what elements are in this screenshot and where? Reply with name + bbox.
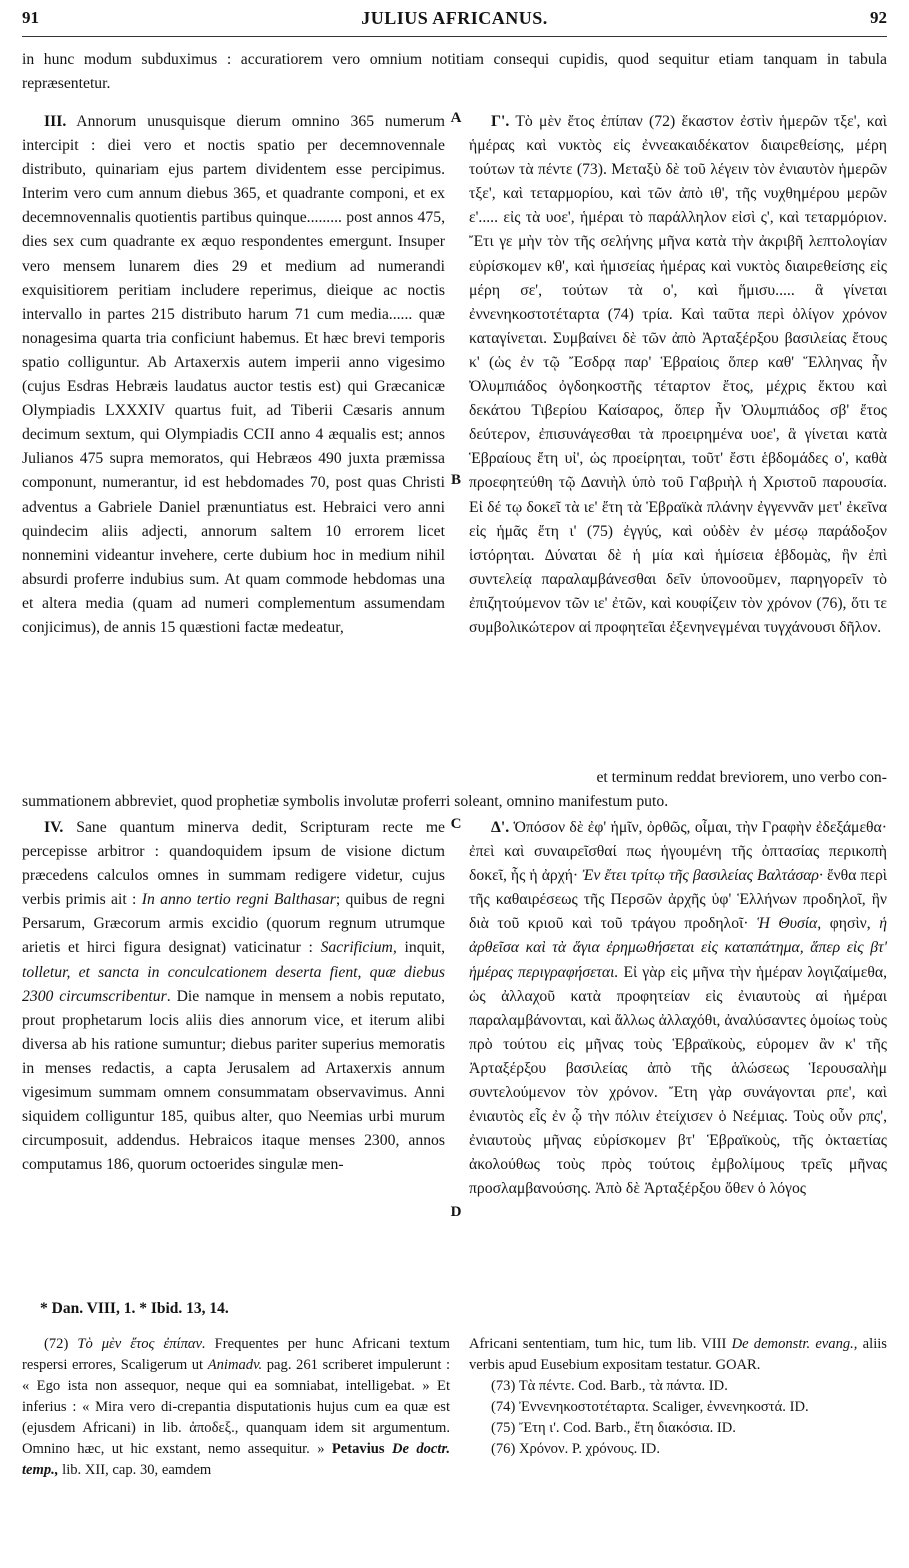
section-number: Δ'. [491, 819, 510, 836]
footnote-author: Petavius [331, 1441, 385, 1457]
greek-text: φησὶν, [829, 915, 871, 933]
footnote-text: aliis verbis apud Eusebium expositam testatur. [469, 1336, 887, 1373]
spanning-lines [22, 766, 887, 814]
footnote-citation: De demonstr. evang., [731, 1336, 858, 1352]
latin-text: inquit, [404, 939, 446, 957]
footnote-72 [22, 1334, 450, 1481]
footnote-76: (76) Χρόνον. P. χρόνους. ID. [491, 1441, 660, 1457]
footnote-label: (72) [44, 1336, 69, 1352]
greek-column-section-4 [469, 816, 887, 1202]
scripture-quote: Ἐν ἔτει τρίτῳ τῆς βασιλείας Βαλτάσαρ· [582, 867, 823, 885]
latin-column-section-3 [22, 110, 445, 640]
section-number: IV. [44, 819, 64, 836]
latin-text: . Die namque in mensem a nobis reputato, prout prophetarum locis aliis dies annorum vice, et iterum alibi diversa ab his ratione sumuntur; diebus pariter superius memoratis in menses redactis, a capta Jerusalem ad Artaxerxis annum vigesimum summam omnem consummatam observavimus. Anni siquidem colliguntur 185, quibus alter, quo Neemias urbi murum circumposuit, addendus. Hebraicos itaque menses 2300, annos computamus 186, quorum octoerides singulæ men- [22, 987, 446, 1174]
footnote-text: lib. XII, cap. 30, eamdem [62, 1462, 212, 1478]
footnote-text: Frequentes per hunc Africani textum respersi errores, Scaligerum ut [22, 1336, 451, 1373]
greek-column-section-3 [469, 110, 887, 640]
latin-text: Annorum unusquisque dierum omnino 365 numerum intercipit : diei vero et noctis spatio per decemnovennale distributo, quinariam ejus partem dividentem esse percipimus. Interim vero cum annum diebus 365, et quadrante componi, et ex decemnovennalis quotientis partibus quinque......... post annos 475, dies sex cum quadrante ex æquo respondentes emergunt. Insuper vero mensem lunarem dies 29 et medium ad numerandi exquisitiorem peritiam includere reperimus, dieique ac noctis intervallo in partes 215 distributo harum 71 cum media...... quæ nonagesima quarta tria conficiunt habemus. Et hæc brevi temporis spatio colliguntur. Ab Artaxerxis autem imperii anno vigesimo (cujus Esdras Hebræis laudatus auctor testis est) qui Græcanicæ Olympiadis LXXXIV quartus fuit, ad Tiberii Cæsaris annum decimum sextum, qui Olympiadis CCII anno 4 æqualis est; annos Julianos 475 supra memoratos, qui Hebræos 490 juxta præmissa componunt, numerantur, id est hebdomades 70, post quas Christi adventus a Gabriele Daniel prænuntiatus est. Hebraici vero anni quindecim aliis adjecti, annorum saltem 10 errorem licet nonnemini videantur invehere, certe dubium hoc in medium nihil absurdi proferre indubius sum. At quam commode hebdomas una et altera media (quam ad numeri complementum assumendam conjicimus), de annis 15 quæstioni factæ medeatur, [22, 113, 446, 636]
scripture-quote: tolletur, et sancta in conculcationem deserta fient, quæ diebus 2300 circumscribentur [22, 963, 445, 1005]
greek-text: Τὸ μὲν ἔτος ἐπίπαν (72) ἕκαστον ἐστὶν ἡμερῶν τξε', καὶ ἡμέρας καὶ νυκτὸς εἰς ἐννεακαιδέκατον διαιρεθείσης, μέρη τούτων τὰ πέντε (73). Μεταξὺ δὲ τοῦ λέγειν τὸν ἐνιαυτὸν ἡμερῶν τξε', καὶ τεταρμορίου, καὶ τῶν ἀπὸ ιθ', τῆς νυχθημέρου μερῶν ε'..... εἰς τὰ υοε', ἡμέραι τὸ παράλληλον εἰσὶ ς', καὶ τεταρμόριον. Ἔτι γε μὴν τὸν τῆς σελήνης μῆνα κατὰ τὴν ἀκριβῆ λεπτολογίαν εὑρίσκομεν κθ', καὶ ἡμισείας ἡμέρας καὶ νυκτὸς διαιρεθείσης εἰς μέρη σε', τούτων τὰ ο', καὶ ἥμισυ..... ἃ γίνεται ἐννενηκοστοτέταρτα (74) τρία. Καὶ ταῦτα περὶ ὀλίγον χρόνον καταγίνεται. Συμβαίνει δὲ τῶν ἀπὸ Ἀρταξέρξου βασιλείας ἔτους κ' (ὡς ἐν τῷ Ἔσδρᾳ παρ' Ἑβραίοις ὅπερ καθ' Ἕλληνας ἦν Ὀλυμπιάδος ὀγδοηκοστῆς τέταρτον ἔτος, μέχρις ἕκτου καὶ δεκάτου Τιβερίου Καίσαρος, ὅπερ ἦν Ὀλυμπιάδος σβ' ἔτος δεύτερον, ἐπισυνάγεσθαι τὰ προειρημένα υοε', ἃ γίνεται κατὰ Ἑβραίους ἔτη υἰ', ὡς προείρηται, τοῦτ' ἔστι ἑβδομάδες ο', καθὰ προεφητεύθη τῷ Δανιὴλ ὑπὸ τοῦ Γαβριὴλ ἡ Χριστοῦ παρουσία. Εἰ δέ τῳ δοκεῖ τὰ ιε' ἔτη τὰ Ἑβραϊκὰ πλάνην ἐγγεννᾶν μετ' ἐκεῖνα εἰς ἡμᾶς ἔτη ι' (75) ἐγγύς, καὶ οὐδὲν ἐν μέσῳ παράδοξον ἱστόρηται. Δύναται δὲ ἡ μία καὶ ἡμίσεια ἑβδομὰς, ἣν ἐπὶ συντελείᾳ παραλαμβάνεσθαι δεῖν ὑπονοοῦμεν, παρηγορεῖν τὸ ἐπιζητούμενον τῶν ιε' ἐτῶν, καὶ κουφίζειν τὸν χρόνον (76), ὅτι τε συμβολικώτερον αἱ προφητεῖαι ἐξενηνεγμέναι τυγχάνουσι δῆλον. [469, 113, 887, 636]
footnote-75: (75) Ἔτη ι'. Cod. Barb., ἔτη διακόσια. ID. [491, 1420, 736, 1436]
page-number-left: 91 [22, 8, 39, 27]
greek-text: Εἰ γὰρ εἰς μῆνα τὴν ἡμέραν λογιζαίμεθα, ὡς ἀλλαχοῦ κατὰ προφητείαν εἰς ἐνιαυτοὺς αἱ ἡμέραι παραλαμβάνονται, καὶ ἄλλως ἀλλαχόθι, ἀναλύσαντες ὁμοίως τοὺς πρὸ τούτου εἰς μῆνας τοὺς Ἑβραϊκοὺς, εὑρομεν ἂν κ' τῆς Ἀρταξέρξου βασιλείας ἀπὸ τῆς ἁλώσεως Ἱερουσαλὴμ συντελούμενον τὸν χρόνον. Ἔτη γὰρ συνάγονται ρπε', καὶ ἐνιαυτὸς εἷς ἐν ᾧ τὴν πόλιν ἐτείχισεν ὁ Νεέμιας. Τοὺς οὖν ρπς', ἐνιαυτοὺς μῆνας εὑρίσκομεν βτ' Ἑβραϊκοὺς, τῆς ὀκταετίας ἀκολούθως τοὺς πρὸς τούτοις ἐμβολίμους τρεῖς μῆνας προσλαμβανούσης. Ἀπὸ δὲ Ἀρταξέρξου ὅθεν ὁ λόγος [469, 963, 887, 1198]
margin-marker-b: B [450, 472, 461, 488]
footnote-citation: Animadv. [207, 1357, 263, 1373]
footnote-author: GOAR. [715, 1357, 761, 1373]
footnote-lemma: Τὸ μὲν ἔτος ἐπίπαν. [77, 1336, 206, 1352]
scripture-quote: Sacrificium, [320, 939, 397, 957]
section-number: III. [44, 113, 67, 130]
intro-paragraph [22, 48, 887, 96]
footnote-73: (73) Τὰ πέντε. Cod. Barb., τὰ πάντα. ID. [491, 1378, 728, 1394]
greek-text: ἔνθα περὶ τῆς καθαιρέσεως τῆς Περσῶν ἀρχῆς ὑφ' Ἑλλήνων προδηλοῖ, ἣν διὰ τοῦ κριοῦ καὶ τοῦ τράγου προδηλοῖ· [469, 867, 888, 933]
scripture-quote: ἡ ἀρθεῖσα καὶ τὰ ἅγια ἐρημωθήσεται εἰς καταπάτημα, ἅπερ εἰς βτ' ἡμέρας περιγραφήσεται. [469, 915, 888, 981]
spanning-line-2: summationem abbreviet, quod prophetiæ symbolis involutæ proferri soleant, omnino manifestum puto. [22, 793, 669, 811]
scripture-quote: Ἡ Θυσία, [757, 915, 822, 933]
footnote-72-continued [469, 1334, 887, 1376]
margin-marker-d: D [450, 1204, 462, 1220]
footnote-74: (74) Ἐννενηκοστοτέταρτα. Scaliger, ἐννενηκοστά. ID. [491, 1399, 809, 1415]
footnote-citation: De doctr. temp., [22, 1441, 450, 1478]
scripture-footnote-references: * Dan. VIII, 1. * Ibid. 13, 14. [40, 1300, 229, 1317]
footnote-text: Africani sententiam, tum hic, tum lib. VIII [469, 1336, 727, 1352]
spanning-line-1: et terminum reddat breviorem, uno verbo con- [596, 769, 887, 786]
section-number: Γ'. [491, 113, 510, 130]
greek-text: Ὁπόσον δὲ ἐφ' ἡμῖν, ὀρθῶς, οἶμαι, τὴν Γραφὴν ἐδεξάμεθα· ἐπεὶ καὶ συναιρεῖσθαί πως ἡγουμένη τῆς ὀπτασίας περικοπὴ δοκεῖ, ἧς ἡ ἀρχή· [469, 819, 887, 885]
page-number-right: 92 [870, 8, 887, 27]
latin-column-section-4 [22, 816, 445, 1177]
footnote-text: pag. 261 scriberet impulerunt : « Ego ista non assequor, neque qui ea somniabat, intelligebat. » Et inferius : « Mira vero di-crepantia disputationis hujus cum ea quæ est (ejusdem Africani) in lib. ἀποδεξ., quanquam idem sit argumentum. Omnino hæc, ut hic exstant, nemo assequitur. » [22, 1357, 451, 1457]
scripture-quote: In anno tertio regni Balthasar [141, 891, 336, 909]
latin-text: Sane quantum minerva dedit, Scripturam recte me percepisse arbitror : quandoquidem ipsum de visione dictum præcedens calculos omnes in summam redigere videtur, cujus verbis primis ait : [22, 819, 445, 909]
margin-marker-a: A [450, 110, 462, 126]
footnotes-left [22, 1334, 450, 1481]
intro-text: in hunc modum subduximus : accuratiorem vero omnium notitiam consequi cupidis, quod sequitur etiam tanquam in tabula repræsentetur. [22, 51, 887, 93]
footnotes-right [469, 1334, 887, 1460]
running-title: JULIUS AFRICANUS. [361, 8, 548, 28]
margin-marker-c: C [450, 816, 462, 832]
latin-text: ; quibus de regni Persarum, Græcorum armis excidio (quorum regnum utrumque arietis et hirci figura designat) vaticinatur : [22, 891, 445, 957]
page-header [22, 8, 887, 37]
